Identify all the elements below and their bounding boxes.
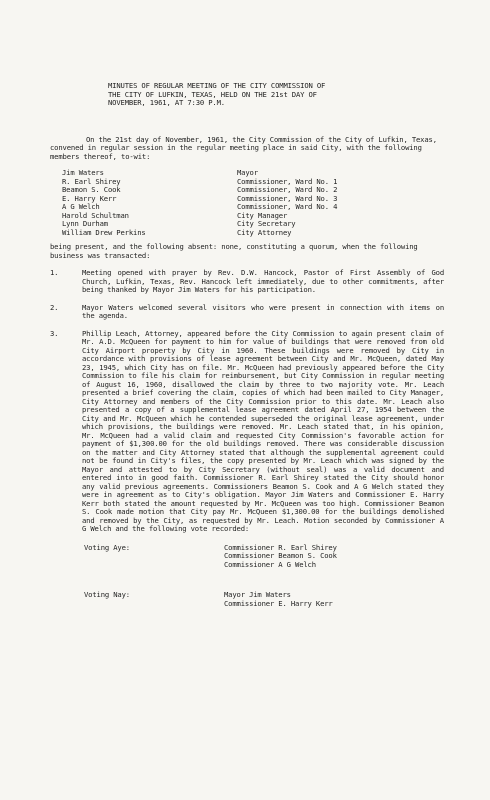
member-role: City Secretary — [237, 219, 296, 228]
item-text: Mayor Waters welcomed several visitors who were present in connection with items on the agenda. — [82, 302, 444, 320]
member-role: Commissioner, Ward No. 3 — [237, 193, 338, 203]
voter-name: Commissioner E. Harry Kerr — [224, 598, 333, 608]
voter-name: Commissioner A G Welch — [224, 559, 316, 569]
member-name: E. Harry Kerr — [62, 193, 117, 203]
agenda-item — [50, 304, 450, 321]
voter-name: Mayor Jim Waters — [224, 590, 291, 599]
item-text: Meeting opened with prayer by Rev. D.W. Hancock, Pastor of First Assembly of God Church, Lufkin, Texas, Rev. Hancock left immediately, due to other commitments, after being thanked by Mayor Jim Waters for his participation. — [82, 268, 444, 294]
vote-nay-row — [84, 591, 450, 608]
member-role: Commissioner, Ward No. 1 — [237, 176, 338, 186]
member-role: Commissioner, Ward No. 4 — [237, 202, 338, 211]
vote-record — [84, 544, 450, 609]
member-name: Jim Waters — [62, 168, 104, 177]
member-role: City Attorney — [237, 227, 292, 237]
agenda-item — [50, 269, 450, 295]
member-name: Beamon S. Cook — [62, 185, 121, 194]
member-role: Commissioner, Ward No. 2 — [237, 185, 338, 194]
item-number: 2. — [50, 302, 59, 312]
members-list — [62, 169, 450, 237]
document-title: MINUTES OF REGULAR MEETING OF THE CITY COMMISSION OF THE CITY OF LUFKIN, TEXAS, HELD ON THE 21st DAY OF NOVEMBER, 1961, AT 7:30 P.M. — [108, 81, 326, 107]
quorum-paragraph: being present, and the following absent: none, constituting a quorum, when the following business was transacted: — [50, 242, 418, 260]
item-number: 3. — [50, 328, 59, 338]
vote-nay-label: Voting Nay: — [84, 590, 130, 599]
vote-aye-label: Voting Aye: — [84, 542, 130, 552]
member-role: Mayor — [237, 168, 258, 177]
item-number: 1. — [50, 268, 59, 277]
member-name: A G Welch — [62, 202, 100, 211]
item-text: Phillip Leach, Attorney, appeared before the City Commission to again present claim of Mr. A.D. McQueen for payment to him for value of buildings that were removed from old City Airport property by City in 1960. These buildings were removed by City in accordance with provisions of lease agreement between City and Mr. McQueen, dated May 23, 1945, which City has on file. Mr. McQueen had previously appeared before the City Commission to file his claim for reimbursement, but City Commission in regular meeting of August 16, 1960, disallowed the claim by three to two majority vote. Mr. Leach presented a brief covering the claim, copies of which had been mailed to City Manager, City Attorney and members of the City Commission prior to this date. Mr. Leach also presented a copy of a supplemental lease agreement dated April 27, 1954 between the City and Mr. McQueen which he contended superseded the original lease agreement, under which provisions, the buildings were removed. Mr. Leach stated that, in his opinion, Mr. McQueen had a valid claim and requested City Commission's favorable action for payment of $1,300.00 for the old buildings removed. There was considerable discussion on the matter and City Attorney stated that although the supplemental agreement could not be found in City's files, the copy presented by Mr. Leach which was signed by the Mayor and attested to by City Secretary (without seal) was a valid document and entered into in good faith. Commissioner R. Earl Shirey stated the City should honor any valid previous agreements. Commissioners Beamon S. Cook and A G Welch stated they were in agreement as to City's obligation. Mayor Jim Waters and Commissioner E. Harry Kerr both stated the amount requested by Mr. McQueen was too high. Commissioner Beamon S. Cook made motion that City pay Mr. McQueen $1,300.00 for the buildings demolished and removed by the City, as requested by Mr. Leach. Motion seconded by Commissioner A G Welch and the following vote recorded: — [82, 328, 444, 533]
agenda-item — [50, 330, 450, 534]
member-role: City Manager — [237, 210, 288, 220]
member-name: Harold Schultman — [62, 210, 129, 220]
vote-aye-names — [224, 544, 337, 570]
intro-paragraph: On the 21st day of November, 1961, the City Commission of the City of Lufkin, Texas, convened in regular session in the regular meeting place in said City, with the following members thereof, to-wit: — [50, 134, 437, 161]
member-name: Lynn Durham — [62, 219, 108, 228]
member-name: R. Earl Shirey — [62, 176, 121, 186]
member-name: William Drew Perkins — [62, 227, 146, 237]
member-row — [62, 229, 450, 238]
voter-name: Commissioner Beamon S. Cook — [224, 551, 337, 560]
vote-aye-row — [84, 544, 450, 570]
voter-name: Commissioner R. Earl Shirey — [224, 542, 337, 552]
vote-nay-names — [224, 591, 333, 608]
